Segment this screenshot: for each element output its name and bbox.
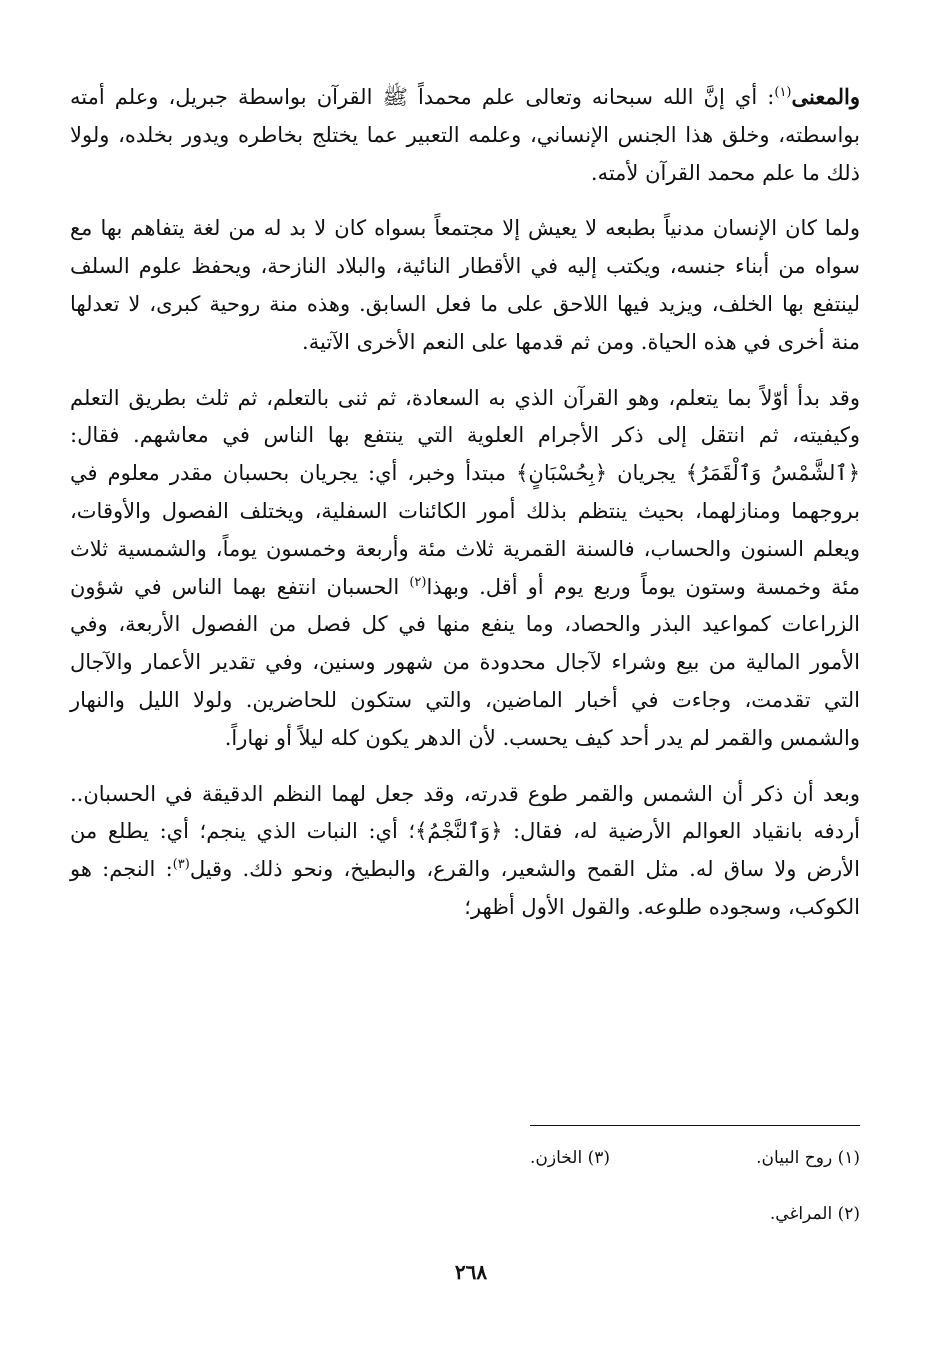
footnote-3: (٣) الخازن.: [530, 1148, 610, 1168]
lead-word: والمعنى: [791, 84, 860, 109]
footnotes: [300, 1143, 860, 1255]
paragraph-2: ولما كان الإنسان مدنياً بطبعه لا يعيش إلا مجتمعاً بسواه كان لا بد له من لغة يتفاهم بها مع سواه من أبناء جنسه، ويكتب إليه في الأقطار النائية، والبلاد النازحة، ويحفظ علوم السلف لينتفع بها الخلف، ويزيد فيها اللاحق على ما فعل السابق. وهذه منة روحية كبرى، لا تعدلها منة أخرى في هذه الحياة. ومن ثم قدمها على النعم الأخرى الآتية.: [70, 216, 860, 354]
footnote-row-1: [300, 1143, 860, 1173]
footnote-1: (١) روح البيان.: [756, 1148, 860, 1168]
paragraph-3-text-b: الحسبان انتفع بهما الناس في شؤون الزراعات كمواعيد البذر والحصاد، وما ينفع منها في كل فصل من الفصول الأربعة، وفي الأمور المالية من بيع وشراء لآجال محدودة من شهور وسنين، وفي تقدير الأعمار والآجال التي تقدمت، وجاءت في أخبار الماضين، والتي ستكون للحاضرين. ولولا الليل والنهار والشمس والقمر لم يدر أحد كيف يحسب. لأن الدهر يكون كله ليلاً أو نهاراً.: [70, 574, 860, 750]
paragraph-1: [70, 78, 860, 192]
footnote-ref-1[interactable]: (١): [774, 85, 792, 100]
footnote-row-2: [300, 1199, 860, 1229]
paragraph-3-text-a: وقد بدأ أوّلاً بما يتعلم، وهو القرآن الذي به السعادة، ثم ثنى بالتعلم، ثم ثلث بطريق التعلم وكيفيته، ثم انتقل إلى ذكر الأجرام العلوية التي ينتفع بها الناس في معاشهم. فقال: ﴿ٱلشَّمْسُ وَٱلْقَمَرُ﴾ يجريان ﴿بِحُسْبَانٍ﴾ مبتدأ وخبر، أي: يجريان بحسبان مقدر معلوم في بروجهما ومنازلهما، بحيث ينتظم بذلك أمور الكائنات السفلية، ويختلف الفصول والأوقات، ويعلم السنون والحساب، فالسنة القمرية ثلاث مئة وأربعة وخمسون يوماً، والشمسية ثلاث مئة وخمسة وستون يوماً وربع يوم أو أقل. وبهذا: [70, 385, 861, 599]
page-number: ٢٦٨: [454, 1260, 488, 1284]
paragraph-3: [70, 380, 860, 758]
footnote-divider: [530, 1125, 860, 1126]
footnote-ref-2[interactable]: (٢): [409, 574, 427, 590]
paragraph-4: [70, 776, 860, 927]
paragraph-4-text-b: : النجم: هو الكوكب، وسجوده طلوعه. والقول الأول أظهر؛: [70, 857, 860, 919]
footnote-2: (٢) المراغي.: [769, 1204, 860, 1224]
paragraph-1-text: : أي إنَّ الله سبحانه وتعالى علم محمداً ﷺ القرآن بواسطة جبريل، وعلم أمته بواسطته، وخلق هذا الجنس الإنساني، وعلمه التعبير عما يختلج بخاطره ويدور بخلده، ولولا ذلك ما علم محمد القرآن لأمته.: [70, 85, 860, 185]
main-text: [70, 78, 860, 945]
footnote-ref-3[interactable]: (٣): [172, 857, 190, 873]
paragraph-4-text-a: وبعد أن ذكر أن الشمس والقمر طوع قدرته، وقد جعل لهما النظم الدقيقة في الحسبان.. أردفه بانقياد العوالم الأرضية له، فقال: ﴿وَٱلنَّجْمُ﴾؛ أي: النبات الذي ينجم؛ أي: يطلع من الأرض ولا ساق له. مثل القمح والشعير، والقرع، والبطيخ، ونحو ذلك. وقيل: [70, 781, 860, 882]
